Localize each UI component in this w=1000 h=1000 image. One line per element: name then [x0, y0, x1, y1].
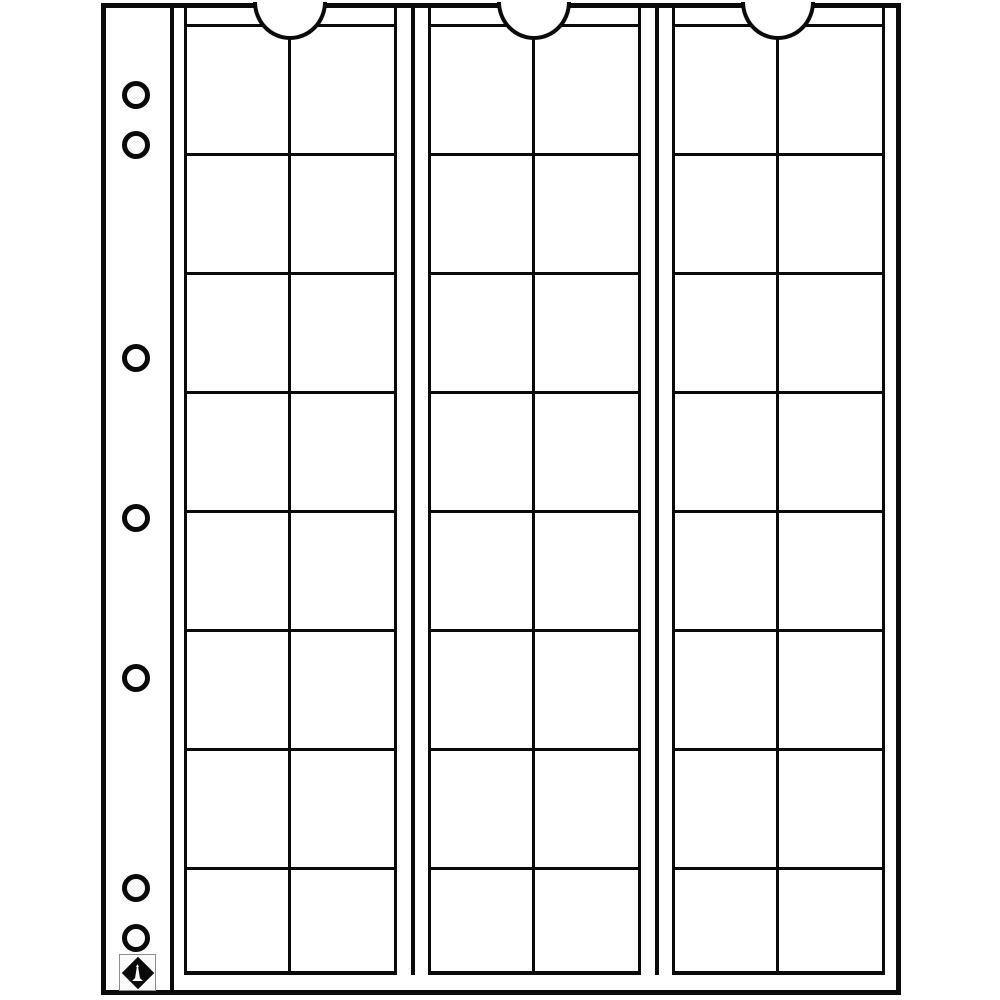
pocket-grid — [431, 24, 638, 971]
coin-pocket — [779, 629, 883, 748]
coin-pocket — [431, 153, 535, 272]
coin-pocket — [779, 153, 883, 272]
coin-pocket — [291, 629, 395, 748]
coin-pocket — [535, 272, 639, 391]
binder-hole — [122, 81, 150, 109]
coin-pocket — [675, 867, 779, 971]
coin-pocket — [431, 867, 535, 971]
coin-pocket — [535, 748, 639, 867]
coin-pocket — [431, 629, 535, 748]
coin-pocket — [779, 391, 883, 510]
coin-pocket — [779, 272, 883, 391]
coin-pocket — [535, 391, 639, 510]
coin-pocket — [291, 510, 395, 629]
coin-pocket — [779, 510, 883, 629]
coin-pocket — [291, 391, 395, 510]
pocket-grid — [675, 24, 882, 971]
coin-pocket — [675, 24, 779, 153]
coin-pocket — [675, 629, 779, 748]
pocket-grid — [187, 24, 394, 971]
coin-pocket — [535, 153, 639, 272]
coin-pocket — [675, 748, 779, 867]
coin-pocket — [779, 867, 883, 971]
coin-pocket — [291, 867, 395, 971]
coin-pocket — [675, 391, 779, 510]
coin-pocket — [291, 153, 395, 272]
coin-pocket — [535, 24, 639, 153]
pocket-strip — [184, 5, 397, 975]
coin-pocket — [431, 510, 535, 629]
coin-pocket — [779, 24, 883, 153]
coin-pocket — [431, 24, 535, 153]
brand-logo — [119, 954, 156, 991]
coin-pocket — [187, 510, 291, 629]
binder-hole — [122, 874, 150, 902]
coin-pocket — [187, 272, 291, 391]
coin-pocket — [675, 153, 779, 272]
coin-pocket — [535, 510, 639, 629]
binder-hole — [122, 664, 150, 692]
coin-pocket — [187, 748, 291, 867]
coin-pocket — [291, 272, 395, 391]
coin-pocket — [431, 748, 535, 867]
binder-hole — [122, 344, 150, 372]
coin-pocket — [431, 391, 535, 510]
coin-pocket — [675, 272, 779, 391]
coin-pocket — [291, 748, 395, 867]
coin-pocket — [187, 153, 291, 272]
coin-pocket — [779, 748, 883, 867]
spine-divider-line — [170, 3, 174, 993]
pocket-strip — [428, 5, 641, 975]
coin-pocket — [291, 24, 395, 153]
coin-pocket — [431, 272, 535, 391]
coin-pocket — [187, 629, 291, 748]
binder-hole — [122, 504, 150, 532]
coin-pocket — [535, 629, 639, 748]
coin-pocket — [187, 24, 291, 153]
coin-pocket — [187, 391, 291, 510]
strip-separator-line — [655, 5, 659, 975]
coin-pocket — [535, 867, 639, 971]
coin-pocket — [187, 867, 291, 971]
coin-pocket — [675, 510, 779, 629]
strip-separator-line — [411, 5, 415, 975]
binder-hole — [122, 924, 150, 952]
pocket-strip — [672, 5, 885, 975]
binder-hole — [122, 131, 150, 159]
